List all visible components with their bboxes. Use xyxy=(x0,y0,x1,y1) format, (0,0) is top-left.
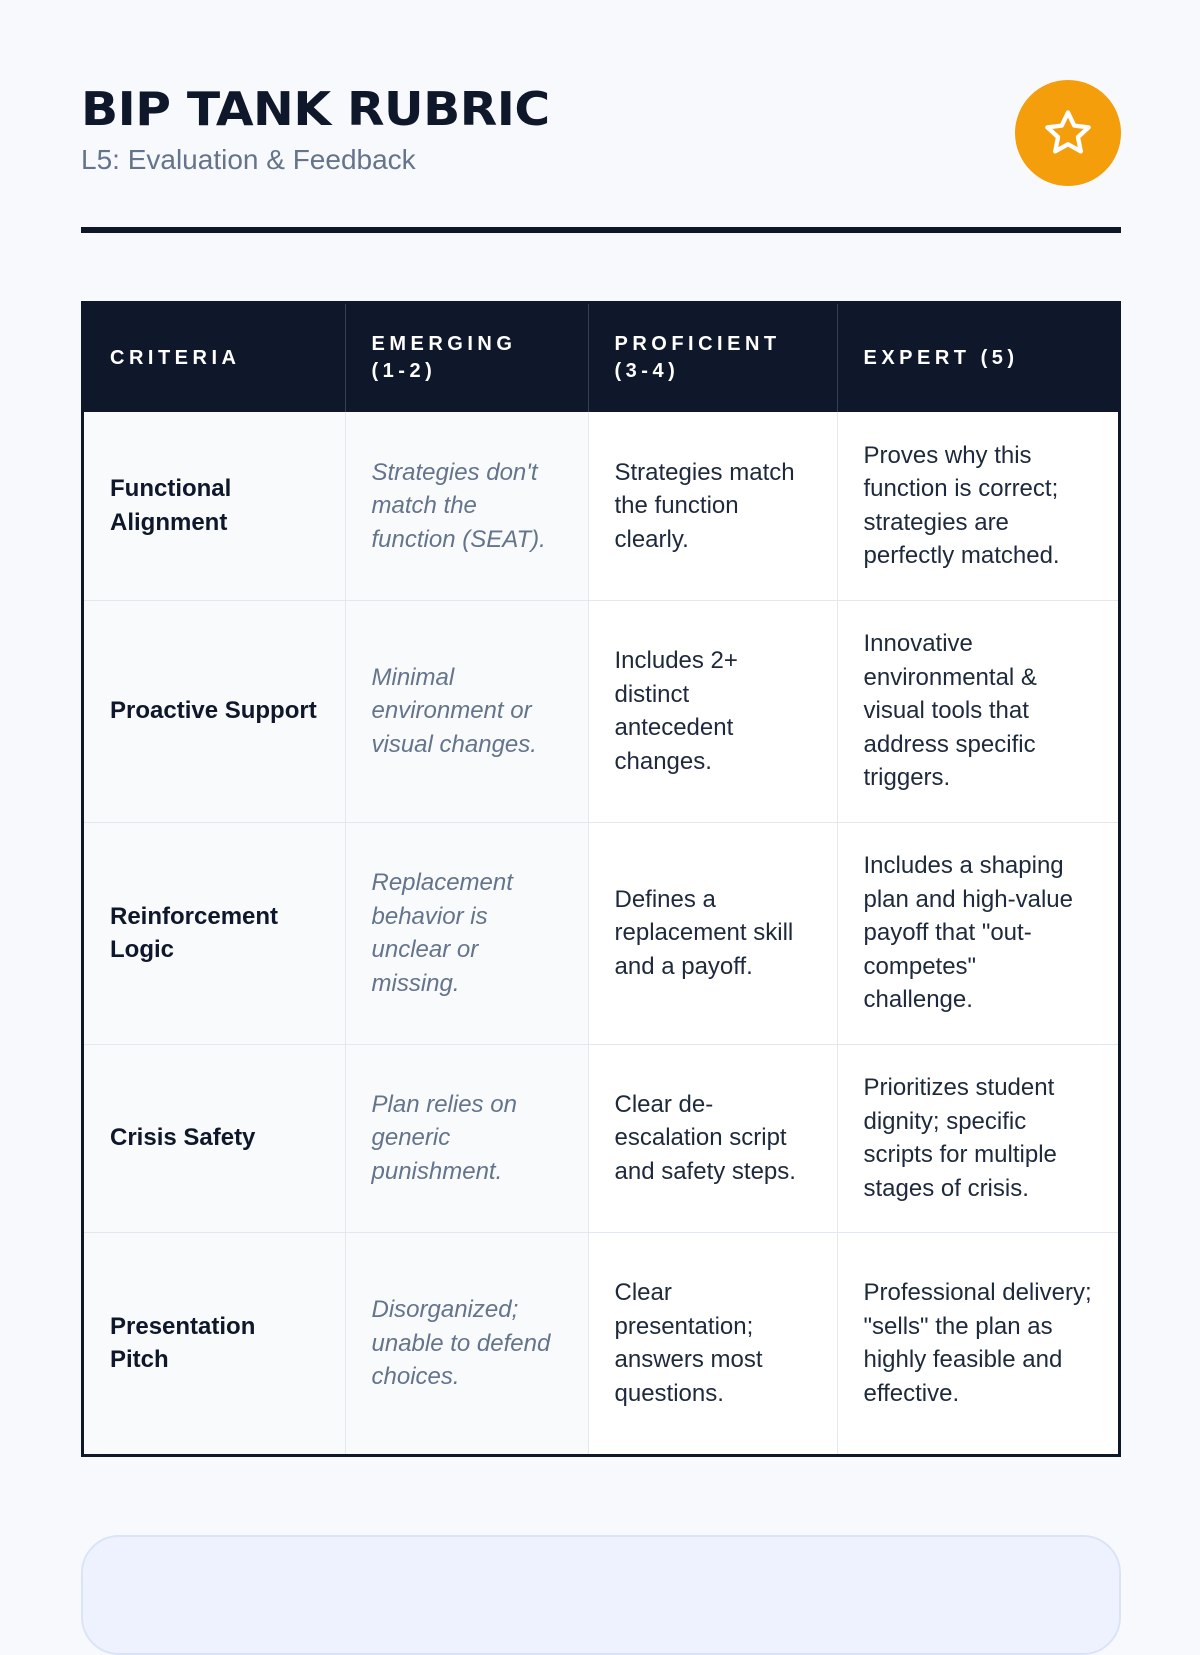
page-header xyxy=(81,80,1121,190)
column-header-emerging: EMERGING (1-2) xyxy=(345,304,588,412)
expert-cell: Includes a shaping plan and high-value payoff that "out-competes" challenge. xyxy=(837,822,1118,1044)
column-header-criteria: CRITERIA xyxy=(84,304,345,412)
table-row xyxy=(84,412,1118,600)
footer-card xyxy=(81,1535,1121,1655)
expert-cell: Professional delivery; "sells" the plan as highly feasible and effective. xyxy=(863,1279,1092,1407)
expert-cell: Prioritizes student dignity; specific scripts for multiple stages of crisis. xyxy=(837,1044,1118,1232)
table-header-row xyxy=(84,304,1118,412)
column-header-expert: EXPERT (5) xyxy=(837,304,1118,412)
proficient-cell: Strategies match the function clearly. xyxy=(588,412,837,600)
emerging-cell: Replacement behavior is unclear or missing. xyxy=(345,822,588,1044)
rubric-table xyxy=(81,301,1121,1457)
proficient-cell: Defines a replacement skill and a payoff. xyxy=(588,822,837,1044)
proficient-cell: Includes 2+ distinct antecedent changes. xyxy=(588,600,837,822)
table-row xyxy=(84,600,1118,822)
expert-cell: Proves why this function is correct; strategies are perfectly matched. xyxy=(837,412,1118,600)
header-divider xyxy=(81,227,1121,233)
proficient-cell: Clear presentation; answers most questions. xyxy=(588,1232,837,1454)
emerging-cell: Minimal environment or visual changes. xyxy=(345,600,588,822)
criteria-cell: Presentation Pitch xyxy=(84,1232,345,1454)
page-subtitle: L5: Evaluation & Feedback xyxy=(81,144,416,175)
emerging-cell: Strategies don't match the function (SEAT). xyxy=(345,412,588,600)
star-icon xyxy=(1042,107,1094,159)
table-row xyxy=(84,1232,1118,1454)
star-badge xyxy=(1015,80,1121,186)
criteria-cell: Proactive Support xyxy=(84,600,345,822)
criteria-cell: Reinforcement Logic xyxy=(84,822,345,1044)
criteria-cell: Crisis Safety xyxy=(84,1044,345,1232)
emerging-cell: Disorganized; unable to defend choices. xyxy=(345,1232,588,1454)
table-row xyxy=(84,822,1118,1044)
emerging-cell: Plan relies on generic punishment. xyxy=(345,1044,588,1232)
expert-cell: Innovative environmental & visual tools that address specific triggers. xyxy=(837,600,1118,822)
page-title: BIP TANK RUBRIC xyxy=(81,82,550,136)
criteria-cell: Functional Alignment xyxy=(84,412,345,600)
proficient-cell: Clear de-escalation script and safety steps. xyxy=(588,1044,837,1232)
table-row xyxy=(84,1044,1118,1232)
column-header-proficient: PROFICIENT (3-4) xyxy=(588,304,837,412)
